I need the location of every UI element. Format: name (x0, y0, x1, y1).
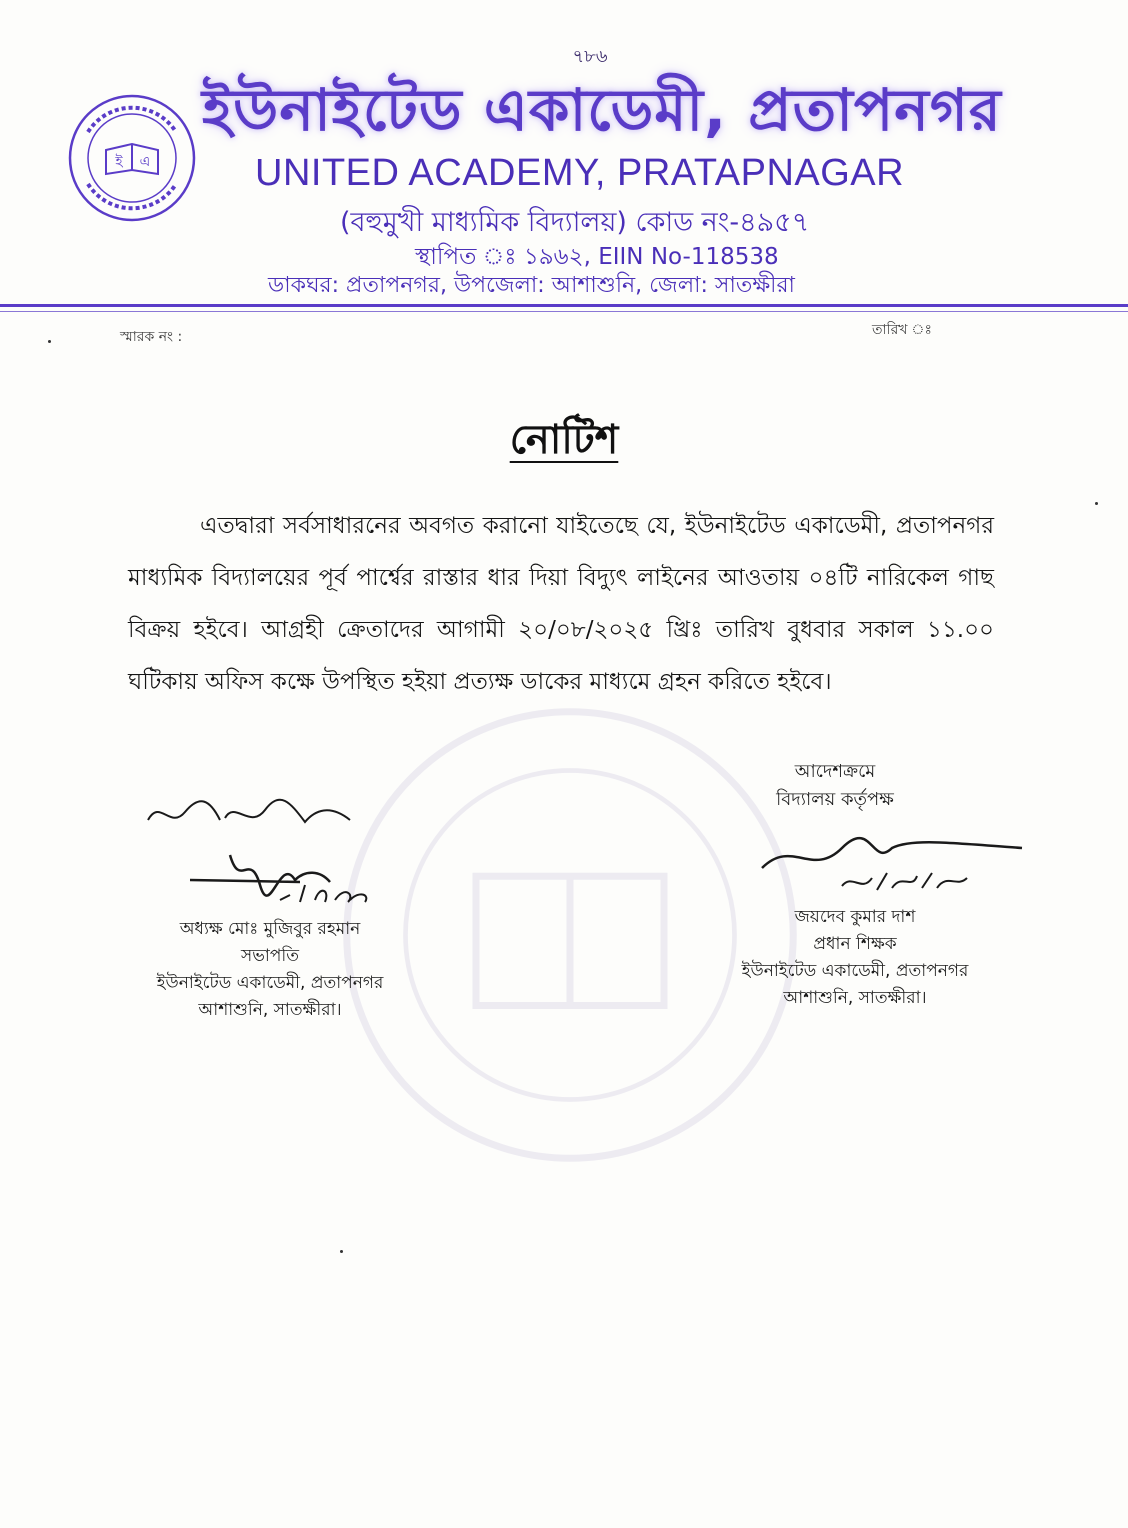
left-signatory-designation: সভাপতি (241, 946, 299, 966)
notice-body: এতদ্বারা সর্বসাধারনের অবগত করানো যাইতেছে যে, ইউনাইটেড একাডেমী, প্রতাপনগর মাধ্যমিক বিদ্যালয়ের পূর্ব পার্শ্বের রাস্তার ধার দিয়া বিদ্যুৎ লাইনের আওতায় ০৪টি নারিকেল গাছ বিক্রয় হইবে। আগ্রহী ক্রেতাদের আগামী ২০/০৮/২০২৫ খ্রিঃ তারিখ বুধবার সকাল ১১.০০ ঘটিকায় অফিস কক্ষে উপস্থিত হইয়া প্রত্যক্ষ ডাকের মাধ্যমে গ্রহন করিতে হইবে। (128, 513, 994, 695)
handwritten-signature-2 (180, 840, 380, 920)
memo-number-label: স্মারক নং : (120, 329, 183, 345)
header-divider (0, 304, 1128, 307)
established-eiin: স্থাপিত ঃ ১৯৬২, EIIN No-118538 (415, 244, 779, 270)
date-label: তারিখ ঃ (872, 322, 932, 338)
header-divider-thin (0, 311, 1128, 312)
logo-letter-2: এ (139, 154, 151, 170)
school-name-bangla: ইউনাইটেড একাডেমী, প্রতাপনগর (202, 76, 1002, 144)
order-line-1: আদেশক্রমে (794, 761, 876, 782)
left-signatory-block (120, 916, 420, 1024)
school-type-code: (বহুমুখী মাধ্যমিক বিদ্যালয়) কোড নং-৪৯৫৭ (340, 207, 810, 238)
paper-speck (1095, 502, 1098, 505)
handwritten-signature-1 (140, 790, 370, 840)
right-signatory-name: জয়দেব কুমার দাশ (794, 907, 916, 927)
order-block (740, 758, 930, 814)
right-signatory-block (720, 904, 990, 1012)
right-signatory-institution: ইউনাইটেড একাডেমী, প্রতাপনগর (741, 961, 969, 981)
bismillah-number: ৭৮৬ (572, 46, 608, 67)
handwritten-signature-3 (752, 818, 1032, 908)
school-name-english: UNITED ACADEMY, PRATAPNAGAR (255, 152, 905, 194)
right-signatory-location: আশাশুনি, সাতক্ষীরা। (783, 988, 927, 1008)
school-seal-logo (66, 92, 198, 224)
notice-heading-text: নোটিশ (509, 417, 619, 463)
right-signatory-designation: প্রধান শিক্ষক (813, 934, 897, 954)
left-signatory-location: আশাশুনি, সাতক্ষীরা। (198, 1000, 342, 1020)
paper-speck (48, 340, 51, 343)
order-line-2: বিদ্যালয় কর্তৃপক্ষ (776, 789, 894, 810)
school-address: ডাকঘর: প্রতাপনগর, উপজেলা: আশাশুনি, জেলা: সাতক্ষীরা (268, 273, 795, 298)
left-signatory-institution: ইউনাইটেড একাডেমী, প্রতাপনগর (156, 973, 384, 993)
logo-letter-1: ই (115, 154, 123, 170)
left-signatory-name: অধ্যক্ষ মোঃ মুজিবুর রহমান (179, 919, 361, 939)
notice-heading (0, 408, 1128, 475)
paper-speck (340, 1250, 343, 1253)
